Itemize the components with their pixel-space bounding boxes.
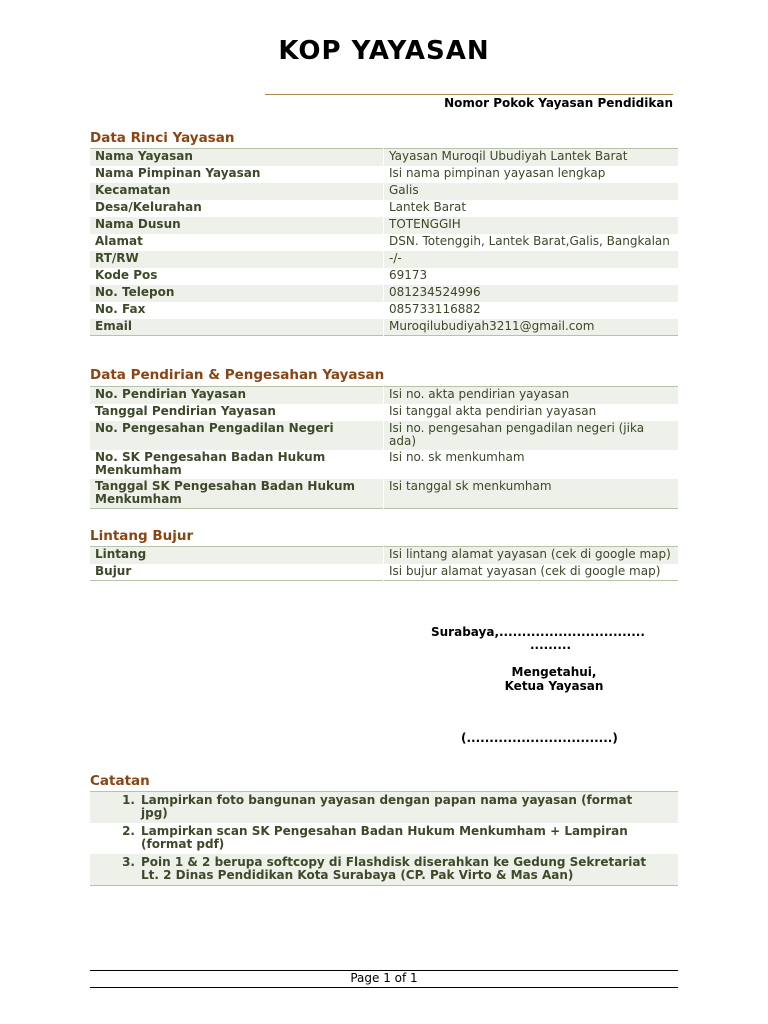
- signature-role: Ketua Yayasan: [504, 679, 604, 693]
- row-value: TOTENGGIH: [384, 217, 679, 234]
- row-value: Isi nama pimpinan yayasan lengkap: [384, 166, 679, 183]
- table-row: [90, 319, 678, 336]
- npyp-label: Nomor Pokok Yayasan Pendidikan: [444, 96, 673, 110]
- table-lintang-bujur: [90, 546, 678, 581]
- page-title: KOP YAYASAN: [278, 36, 490, 66]
- row-label: No. Telepon: [95, 284, 175, 299]
- row-value: 085733116882: [384, 302, 679, 319]
- table-row: [90, 149, 678, 166]
- table-row: [90, 450, 678, 479]
- row-label: Nama Yayasan: [95, 149, 193, 163]
- list-item-text: Poin 1 & 2 berupa softcopy di Flashdisk diserahkan ke Gedung Sekretariat Lt. 2 Dinas Pendidikan Kota Surabaya (CP. Pak Virto & Mas Aan): [141, 855, 647, 882]
- table-row: [90, 404, 678, 421]
- row-value: Isi no. pengesahan pengadilan negeri (jika ada): [384, 421, 679, 450]
- row-label: Alamat: [95, 233, 143, 248]
- table-row: [90, 234, 678, 251]
- table-row: [90, 302, 678, 319]
- row-label: Bujur: [95, 563, 132, 578]
- row-label: Lintang: [95, 547, 147, 561]
- table-row: [90, 387, 678, 404]
- row-value: -/-: [384, 251, 679, 268]
- signature-place-date: Surabaya,................................: [431, 625, 645, 639]
- row-value: Muroqilubudiyah3211@gmail.com: [384, 319, 679, 336]
- signature-name-placeholder: (................................): [461, 731, 618, 745]
- section-title-pendirian: Data Pendirian & Pengesahan Yayasan: [90, 367, 385, 383]
- list-item: [90, 854, 678, 885]
- table-row: [90, 217, 678, 234]
- table-row: [90, 251, 678, 268]
- list-item: [90, 823, 678, 854]
- row-label: Tanggal SK Pengesahan Badan Hukum Menkumham: [95, 478, 356, 506]
- row-value: Isi no. sk menkumham: [384, 450, 679, 479]
- header-rule: [265, 94, 673, 95]
- row-label: Nama Pimpinan Yayasan: [95, 165, 261, 180]
- row-value: Lantek Barat: [384, 200, 679, 217]
- list-item-number: 2.: [122, 824, 135, 838]
- row-label: Nama Dusun: [95, 216, 181, 231]
- list-item: [90, 792, 678, 823]
- footer-rule-bottom: [90, 987, 678, 988]
- row-label: Desa/Kelurahan: [95, 199, 202, 214]
- table-row: [90, 183, 678, 200]
- section-title-catatan: Catatan: [90, 773, 150, 789]
- row-label: Email: [95, 318, 133, 333]
- table-row: [90, 421, 678, 450]
- list-item-number: 1.: [122, 793, 135, 807]
- row-value: Isi bujur alamat yayasan (cek di google map): [384, 564, 679, 581]
- table-row: [90, 547, 678, 564]
- row-value: Isi no. akta pendirian yayasan: [384, 387, 679, 404]
- table-row: [90, 285, 678, 302]
- section-title-data-rinci: Data Rinci Yayasan: [90, 130, 235, 146]
- row-value: 69173: [384, 268, 679, 285]
- row-value: Isi tanggal akta pendirian yayasan: [384, 404, 679, 421]
- table-row: [90, 268, 678, 285]
- row-value: Galis: [384, 183, 679, 200]
- table-row: [90, 479, 678, 509]
- notes-list: [90, 791, 678, 886]
- row-value: 081234524996: [384, 285, 679, 302]
- signature-acknowledge: Mengetahui,: [511, 665, 597, 679]
- list-item-text: Lampirkan scan SK Pengesahan Badan Hukum Menkumham + Lampiran (format pdf): [141, 824, 628, 851]
- row-label: Kecamatan: [95, 182, 171, 197]
- table-data-rinci: [90, 148, 678, 336]
- row-label: No. Pendirian Yayasan: [95, 387, 247, 401]
- table-row: [90, 166, 678, 183]
- table-row: [90, 200, 678, 217]
- table-pendirian: [90, 386, 678, 509]
- row-value: Isi lintang alamat yayasan (cek di google map): [384, 547, 679, 564]
- row-value: DSN. Totenggih, Lantek Barat,Galis, Bangkalan: [384, 234, 679, 251]
- row-value: Isi tanggal sk menkumham: [384, 479, 679, 509]
- page-number: Page 1 of 1: [350, 971, 418, 985]
- row-label: No. Pengesahan Pengadilan Negeri: [95, 420, 334, 435]
- list-item-number: 3.: [122, 855, 135, 869]
- row-label: Tanggal Pendirian Yayasan: [95, 403, 276, 418]
- signature-place-date-cont: .........: [530, 638, 572, 652]
- row-label: RT/RW: [95, 250, 139, 265]
- row-label: No. Fax: [95, 301, 146, 316]
- row-label: Kode Pos: [95, 267, 158, 282]
- table-row: [90, 564, 678, 581]
- row-value: Yayasan Muroqil Ubudiyah Lantek Barat: [384, 149, 679, 166]
- row-label: No. SK Pengesahan Badan Hukum Menkumham: [95, 449, 326, 477]
- section-title-lintang-bujur: Lintang Bujur: [90, 528, 194, 544]
- list-item-text: Lampirkan foto bangunan yayasan dengan papan nama yayasan (format jpg): [141, 793, 633, 820]
